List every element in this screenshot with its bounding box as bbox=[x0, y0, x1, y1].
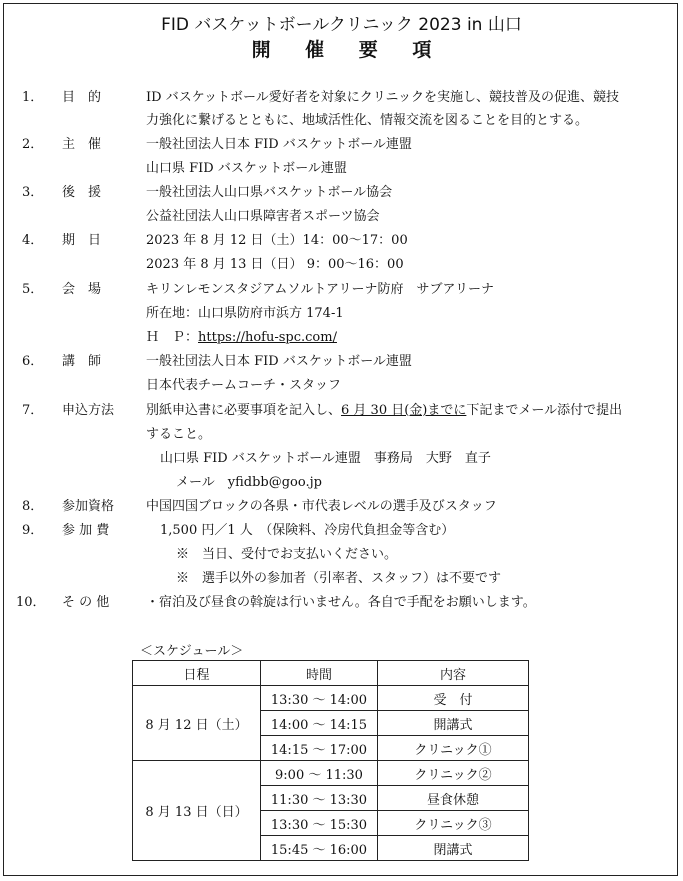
item-1-label: 目 的 bbox=[62, 90, 102, 105]
item-7-label: 申込方法 bbox=[62, 403, 115, 418]
item-2-line-1: 一般社団法人日本 FID バスケットボール連盟 bbox=[146, 137, 412, 152]
header-time: 時間 bbox=[261, 661, 378, 686]
item-8-number: 8． bbox=[22, 499, 44, 514]
item-7-line-1 bbox=[146, 403, 622, 419]
item-1-line-1: ID バスケットボール愛好者を対象にクリニックを実施し、競技普及の促進、競技 bbox=[146, 90, 620, 105]
item-7-contact: 山口県 FID バスケットボール連盟 事務局 大野 直子 bbox=[160, 451, 491, 466]
time-cell: 15:45 〜 16:00 bbox=[261, 836, 378, 861]
item-5-line-1: キリンレモンスタジアムソルトアリーナ防府 サブアリーナ bbox=[146, 282, 494, 297]
document-title: FID バスケットボールクリニック 2023 in 山口 bbox=[161, 15, 522, 35]
schedule-title: ＜スケジュール＞ bbox=[140, 644, 244, 659]
schedule-table bbox=[132, 660, 529, 861]
content-cell: クリニック① bbox=[378, 736, 529, 761]
hp-link[interactable]: https://hofu-spc.com/ bbox=[198, 330, 337, 345]
content-cell: 閉講式 bbox=[378, 836, 529, 861]
time-cell: 9:00 〜 11:30 bbox=[261, 761, 378, 786]
item-8-line-1: 中国四国ブロックの各県・市代表レベルの選手及びスタッフ bbox=[146, 499, 497, 514]
item-3-line-1: 一般社団法人山口県バスケットボール協会 bbox=[146, 185, 393, 200]
item-9-fee: 1,500 円／1 人 （保険料、冷房代負担金等含む） bbox=[160, 523, 455, 538]
item-1-line-2: 力強化に繋げるとともに、地域活性化、情報交流を図ることを目的とする。 bbox=[146, 113, 589, 128]
item-6-number: 6． bbox=[22, 354, 44, 369]
item-5-hp bbox=[146, 330, 337, 346]
header-content: 内容 bbox=[378, 661, 529, 686]
item-6-label: 講 師 bbox=[62, 354, 102, 369]
day-1-cell: 8 月 12 日（土） bbox=[133, 686, 261, 761]
content-cell: 昼食休憩 bbox=[378, 786, 529, 811]
schedule-header-row bbox=[133, 661, 529, 686]
item-5-label: 会 場 bbox=[62, 282, 102, 297]
item-4-label: 期 日 bbox=[62, 233, 102, 248]
item-3-line-2: 公益社団法人山口県障害者スポーツ協会 bbox=[146, 209, 380, 224]
item-4-line-1: 2023 年 8 月 12 日（土）14：00〜17：00 bbox=[146, 233, 408, 248]
table-row bbox=[133, 686, 529, 711]
item-7-line-2: すること。 bbox=[146, 427, 212, 442]
item-7-deadline: 6 月 30 日(金)までに bbox=[341, 403, 467, 418]
item-9-number: 9． bbox=[22, 523, 44, 538]
item-8-label: 参加資格 bbox=[62, 499, 115, 514]
content-cell: クリニック③ bbox=[378, 811, 529, 836]
item-4-number: 4． bbox=[22, 233, 44, 248]
item-2-number: 2． bbox=[22, 137, 44, 152]
item-9-note-1: ※ 当日、受付でお支払いください。 bbox=[176, 547, 398, 562]
item-3-number: 3． bbox=[22, 185, 44, 200]
item-2-line-2: 山口県 FID バスケットボール連盟 bbox=[146, 161, 347, 176]
item-7-email: メール yfidbb@goo.jp bbox=[176, 475, 322, 490]
item-10-number: 10． bbox=[16, 595, 46, 610]
item-5-number: 5． bbox=[22, 282, 44, 297]
content-cell: 受 付 bbox=[378, 686, 529, 711]
item-9-note-2: ※ 選手以外の参加者（引率者、スタッフ）は不要です bbox=[176, 571, 502, 586]
item-7-text-a: 別紙申込書に必要事項を記入し、 bbox=[146, 403, 342, 418]
item-5-line-2: 所在地：山口県防府市浜方 174-1 bbox=[146, 306, 344, 321]
item-4-line-2: 2023 年 8 月 13 日（日） 9：00〜16：00 bbox=[146, 257, 404, 272]
table-row bbox=[133, 761, 529, 786]
hp-prefix: Ｈ Ｐ： bbox=[146, 330, 199, 345]
time-cell: 14:00 〜 14:15 bbox=[261, 711, 378, 736]
item-6-line-1: 一般社団法人日本 FID バスケットボール連盟 bbox=[146, 354, 412, 369]
item-3-label: 後 援 bbox=[62, 185, 102, 200]
content-cell: クリニック② bbox=[378, 761, 529, 786]
header-date: 日程 bbox=[133, 661, 261, 686]
item-10-line-1: ・宿泊及び昼食の斡旋は行いません。各自で手配をお願いします。 bbox=[146, 595, 536, 610]
item-6-line-2: 日本代表チームコーチ・スタッフ bbox=[146, 378, 342, 393]
time-cell: 14:15 〜 17:00 bbox=[261, 736, 378, 761]
item-10-label: そ の 他 bbox=[62, 595, 110, 610]
item-9-label: 参 加 費 bbox=[62, 523, 110, 538]
time-cell: 13:30 〜 15:30 bbox=[261, 811, 378, 836]
time-cell: 13:30 〜 14:00 bbox=[261, 686, 378, 711]
time-cell: 11:30 〜 13:30 bbox=[261, 786, 378, 811]
document-subtitle: 開 催 要 項 bbox=[251, 39, 446, 61]
content-cell: 開講式 bbox=[378, 711, 529, 736]
day-2-cell: 8 月 13 日（日） bbox=[133, 761, 261, 861]
item-2-label: 主 催 bbox=[62, 137, 102, 152]
item-7-text-b: 下記までメール添付で提出 bbox=[466, 403, 623, 418]
item-7-number: 7． bbox=[22, 403, 44, 418]
item-1-number: 1． bbox=[22, 90, 44, 105]
